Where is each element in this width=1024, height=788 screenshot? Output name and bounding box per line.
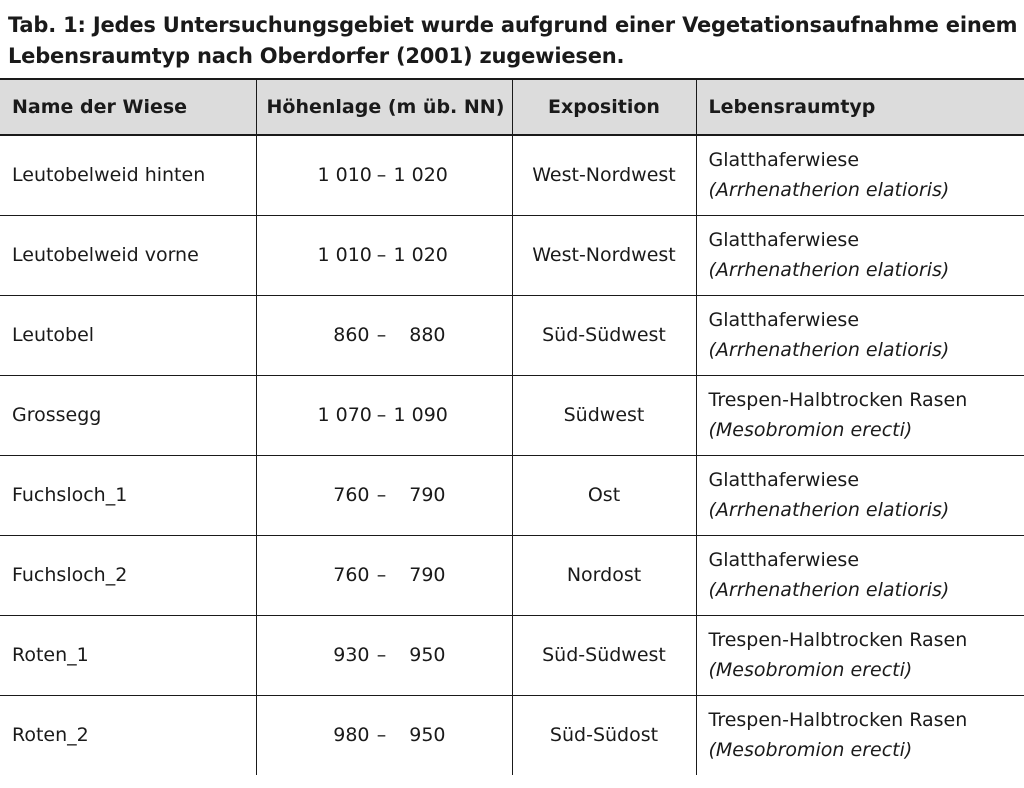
exposition-cell: Ost [512,455,696,535]
habitat-common-name: Trespen-Halbtrocken Rasen [708,709,968,732]
meadow-name-cell: Leutobel [0,295,256,375]
exposition-cell: Nordost [512,535,696,615]
altitude-cell [256,615,512,695]
habitat-cell [696,135,1024,215]
altitude-high: 950 [409,724,446,747]
altitude-dash: – [376,324,387,346]
exposition-cell: West-Nordwest [512,215,696,295]
altitude-high: 1 020 [393,244,448,266]
altitude-low: 760 [333,484,370,506]
table-row [0,615,1024,695]
altitude-low: 760 [333,564,370,586]
meadow-name-cell: Grossegg [0,375,256,455]
habitat-cell [696,375,1024,455]
altitude-cell [256,375,512,455]
table-row [0,215,1024,295]
table-header [0,79,1024,135]
altitude-range [257,244,512,266]
habitat-common-name: Glatthaferwiese [708,309,860,331]
altitude-range [257,324,512,346]
altitude-range [257,404,512,426]
habitat-latin-name: (Mesobromion erecti) [708,659,913,681]
altitude-dash: – [376,404,387,426]
habitat-cell [696,455,1024,535]
altitude-cell [256,535,512,615]
altitude-dash: – [376,724,387,747]
meadow-name-cell: Roten_2 [12,724,89,747]
habitat-common-name: Trespen-Halbtrocken Rasen [708,389,968,411]
habitat-cell [696,295,1024,375]
altitude-low: 1 010 [317,244,372,266]
altitude-low: 1 010 [317,164,372,187]
meadow-name-cell: Leutobelweid hinten [0,135,256,215]
exposition-cell: West-Nordwest [512,135,696,215]
altitude-high: 1 090 [393,404,448,426]
table-row [0,135,1024,215]
meadow-name-cell: Fuchsloch_2 [0,535,256,615]
altitude-dash: – [376,484,387,506]
habitat-cell [696,695,1024,775]
altitude-low: 980 [333,724,370,747]
exposition-cell: Süd-Südwest [512,615,696,695]
caption-line-1: Tab. 1: Jedes Untersuchungsgebiet wurde aufgrund einer Vegetationsaufnahme einem [8,13,1018,37]
habitat-latin-name: (Arrhenatherion elatioris) [708,179,950,202]
habitat-cell [696,215,1024,295]
habitat-common-name: Glatthaferwiese [708,149,860,172]
header-row [0,79,1024,135]
altitude-low: 1 070 [317,404,372,426]
altitude-range [257,484,512,506]
altitude-high: 790 [409,564,446,586]
altitude-cell [256,695,512,775]
altitude-dash: – [376,564,387,586]
header-exposition: Exposition [512,79,696,135]
header-habitat: Lebensraumtyp [696,79,1024,135]
habitat-cell [696,615,1024,695]
table-row [0,375,1024,455]
altitude-dash: – [376,244,387,266]
meadow-name-cell: Fuchsloch_1 [0,455,256,535]
altitude-range [257,724,512,746]
habitat-latin-name: (Arrhenatherion elatioris) [708,339,950,361]
habitat-latin-name: (Arrhenatherion elatioris) [708,259,950,281]
altitude-low: 860 [333,324,370,346]
altitude-high: 1 020 [393,164,448,187]
altitude-high: 790 [409,484,446,506]
vegetation-table [0,78,1024,775]
habitat-latin-name: (Arrhenatherion elatioris) [708,579,950,601]
altitude-range [257,644,512,666]
habitat-common-name: Glatthaferwiese [708,469,860,491]
exposition-cell: Süd-Südwest [512,295,696,375]
altitude-low: 930 [333,644,370,666]
table-caption [8,10,1018,72]
table-row [0,295,1024,375]
habitat-common-name: Trespen-Halbtrocken Rasen [708,629,968,651]
habitat-latin-name: (Mesobromion erecti) [708,419,913,441]
table-row [0,695,1024,775]
meadow-name-cell: Roten_1 [0,615,256,695]
habitat-common-name: Glatthaferwiese [708,549,860,571]
header-name: Name der Wiese [0,79,256,135]
habitat-latin-name: (Mesobromion erecti) [708,739,913,762]
altitude-dash: – [376,164,387,187]
exposition-cell: Südwest [512,375,696,455]
altitude-high: 950 [409,644,446,666]
altitude-cell [256,455,512,535]
table-body [0,135,1024,775]
altitude-dash: – [376,644,387,666]
habitat-latin-name: (Arrhenatherion elatioris) [708,499,950,521]
altitude-cell [256,135,512,215]
altitude-range [257,564,512,586]
altitude-range [257,164,512,186]
caption-line-2: Lebensraumtyp nach Oberdorfer (2001) zugewiesen. [8,44,625,68]
habitat-cell [696,535,1024,615]
table-row [0,535,1024,615]
meadow-name-cell: Leutobelweid vorne [0,215,256,295]
table-row [0,455,1024,535]
exposition-cell: Süd-Südost [512,695,696,775]
header-altitude: Höhenlage (m üb. NN) [256,79,512,135]
altitude-high: 880 [409,324,446,346]
altitude-cell [256,215,512,295]
habitat-common-name: Glatthaferwiese [708,229,860,251]
altitude-cell [256,295,512,375]
